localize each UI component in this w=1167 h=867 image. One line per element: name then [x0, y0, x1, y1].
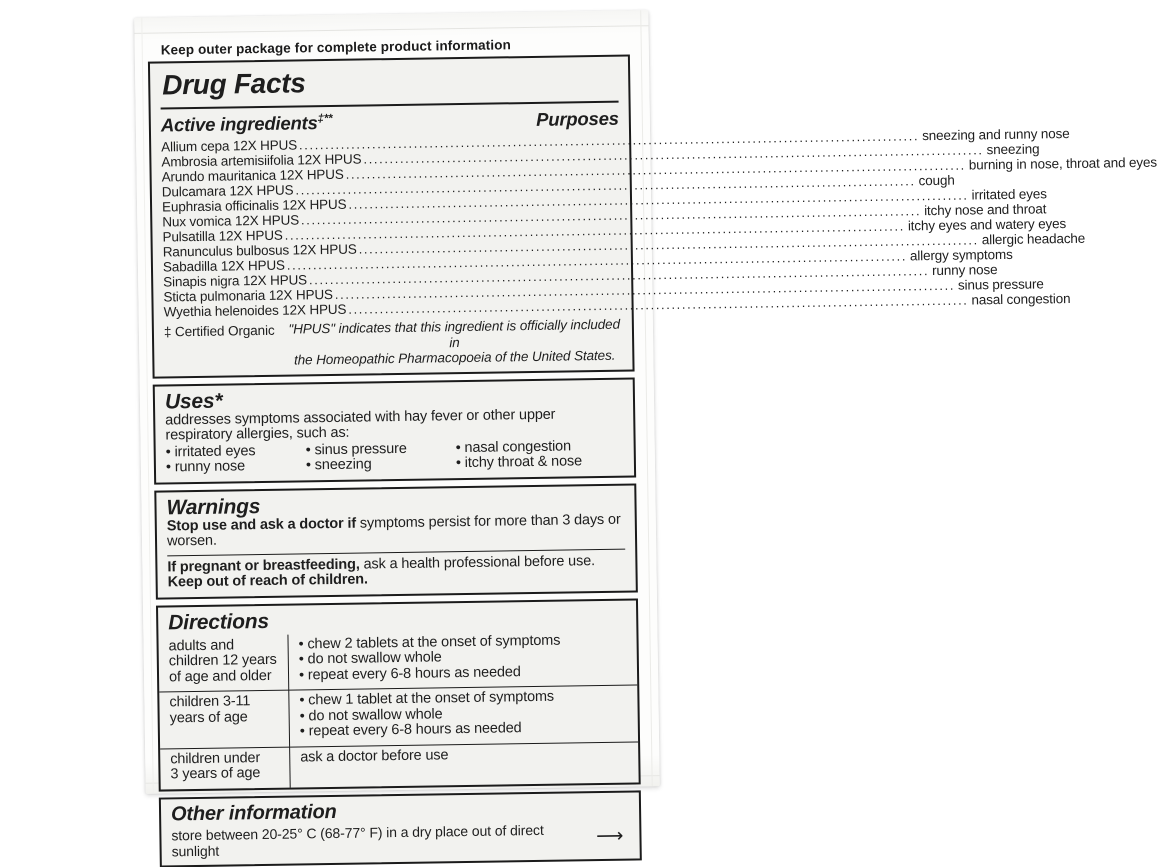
direction-item: • do not swallow whole — [300, 704, 630, 724]
use-symptom: • nasal congestion — [456, 438, 624, 456]
directions-title: Directions — [168, 609, 270, 634]
active-ingredients-footnote-marks: ‡** — [317, 112, 333, 125]
ingredient-name: Dulcamara 12X HPUS — [161, 182, 294, 200]
age-group-line: children 12 years — [168, 651, 277, 670]
ingredient-purpose: runny nose — [931, 262, 998, 279]
direction-item: • repeat every 6-8 hours as needed — [299, 663, 629, 683]
hpus-definition-line1: "HPUS" indicates that this ingredient is officially included in — [288, 316, 621, 350]
uses-title: Uses* — [164, 389, 223, 413]
ingredient-purpose: irritated eyes — [971, 186, 1047, 203]
ingredient-name: Sticta pulmonaria 12X HPUS — [163, 286, 333, 305]
hpus-definition — [286, 317, 622, 368]
warnings-keep-out: Keep out of reach of children. — [167, 571, 368, 591]
directions-section — [156, 598, 641, 791]
use-symptom: • sneezing — [306, 456, 456, 474]
ingredient-name: Nux vomica 12X HPUS — [162, 212, 300, 230]
ingredient-name: Euphrasia officinalis 12X HPUS — [161, 196, 347, 215]
warnings-title: Warnings — [166, 494, 261, 519]
certified-organic-note: ‡ Certified Organic — [163, 322, 275, 340]
package-right-fold-line — [640, 10, 653, 786]
ingredient-name: Allium cepa 12X HPUS — [161, 137, 298, 155]
directions-instructions — [289, 684, 638, 746]
direction-item: • repeat every 6-8 hours as needed — [300, 720, 630, 740]
other-information-title: Other information — [170, 800, 337, 825]
drug-facts-label — [148, 55, 1157, 867]
warnings-pregnant-rest: ask a health professional before use. — [363, 552, 596, 573]
ingredient-purpose: cough — [918, 172, 955, 189]
purposes-label: Purposes — [535, 107, 619, 130]
uses-column — [166, 443, 306, 476]
age-group-line: children under — [170, 749, 261, 767]
directions-age-group — [159, 690, 290, 748]
ingredient-name: Pulsatilla 12X HPUS — [162, 227, 283, 245]
use-symptom: • itchy throat & nose — [456, 454, 624, 472]
ingredient-name: Sabadilla 12X HPUS — [162, 257, 285, 275]
direction-note: ask a doctor before use — [300, 746, 449, 765]
ingredient-purpose: sinus pressure — [957, 276, 1044, 293]
other-information-section — [159, 790, 642, 867]
direction-item: • chew 2 tablets at the onset of symptoms — [298, 632, 628, 652]
ingredient-name: Arundo mauritanica 12X HPUS — [161, 166, 344, 185]
direction-item: • chew 1 tablet at the onset of symptoms — [299, 689, 629, 709]
directions-instructions — [290, 741, 639, 787]
warnings-pregnant-bold: If pregnant or breastfeeding, — [167, 556, 364, 575]
ingredient-purpose: burning in nose, throat and eyes — [968, 154, 1157, 173]
ingredient-purpose: itchy nose and throat — [924, 201, 1047, 219]
storage-instructions: store between 20-25° C (68-77° F) in a dry place out of direct sunlight — [171, 821, 544, 859]
ingredient-name: Wyethia helenoides 12X HPUS — [163, 301, 347, 320]
age-group-line: 3 years of age — [170, 765, 261, 783]
active-ingredients-text: Active ingredients — [160, 112, 318, 136]
age-group-line: years of age — [169, 708, 248, 726]
age-group-line: of age and older — [168, 667, 272, 685]
ingredient-purpose: sneezing and runny nose — [922, 125, 1070, 144]
directions-age-group — [160, 746, 291, 789]
other-information-row — [171, 820, 629, 859]
uses-intro-line1: addresses symptoms associated with hay fever or other upper — [165, 406, 556, 428]
ingredient-list — [161, 125, 1157, 320]
hpus-definition-line2: the Homeopathic Pharmacopoeia of the United States. — [293, 347, 616, 368]
drug-facts-section — [148, 55, 1157, 379]
warnings-stop-use-bold: Stop use and ask a doctor if — [166, 515, 360, 534]
active-ingredients-header — [161, 108, 619, 137]
warnings-section — [154, 483, 638, 599]
use-symptom: • sinus pressure — [306, 441, 456, 459]
age-group-line: children 3-11 — [169, 693, 251, 711]
package-top-fold-line — [134, 25, 648, 34]
warnings-stop-use-rest: symptoms persist for more than 3 days or worsen. — [166, 511, 621, 550]
hpus-footnote — [164, 317, 623, 370]
ingredient-purpose: itchy eyes and watery eyes — [907, 216, 1067, 234]
ingredient-name: Ranunculus bulbosus 12X HPUS — [162, 241, 357, 260]
use-symptom: • irritated eyes — [166, 443, 306, 461]
active-ingredients-label — [161, 112, 333, 137]
uses-section — [153, 377, 636, 484]
use-symptom: • runny nose — [166, 458, 306, 476]
ingredient-name: Ambrosia artemisiifolia 12X HPUS — [161, 151, 362, 170]
ingredient-purpose: allergy symptoms — [909, 246, 1013, 264]
uses-column — [456, 438, 624, 471]
warnings-stop-use — [167, 512, 625, 550]
product-package-back-panel — [134, 10, 1157, 859]
directions-age-group — [158, 634, 289, 691]
ingredient-name: Sinapis nigra 12X HPUS — [163, 272, 308, 290]
arrow-right-icon: ⟶ — [596, 825, 624, 847]
uses-intro-line2: respiratory allergies, such as: — [165, 424, 350, 444]
age-group-line: adults and — [168, 636, 235, 654]
ingredient-purpose: sneezing — [986, 141, 1040, 158]
direction-item: • do not swallow whole — [299, 648, 629, 668]
directions-table — [158, 629, 638, 789]
ingredient-purpose: allergic headache — [981, 230, 1086, 248]
keep-package-note: Keep outer package for complete product information — [160, 37, 511, 58]
ingredient-purpose: nasal congestion — [971, 290, 1071, 308]
directions-instructions — [288, 629, 637, 690]
uses-column — [306, 441, 456, 474]
uses-symptom-columns — [166, 438, 624, 476]
drug-facts-title: Drug Facts — [160, 61, 619, 110]
